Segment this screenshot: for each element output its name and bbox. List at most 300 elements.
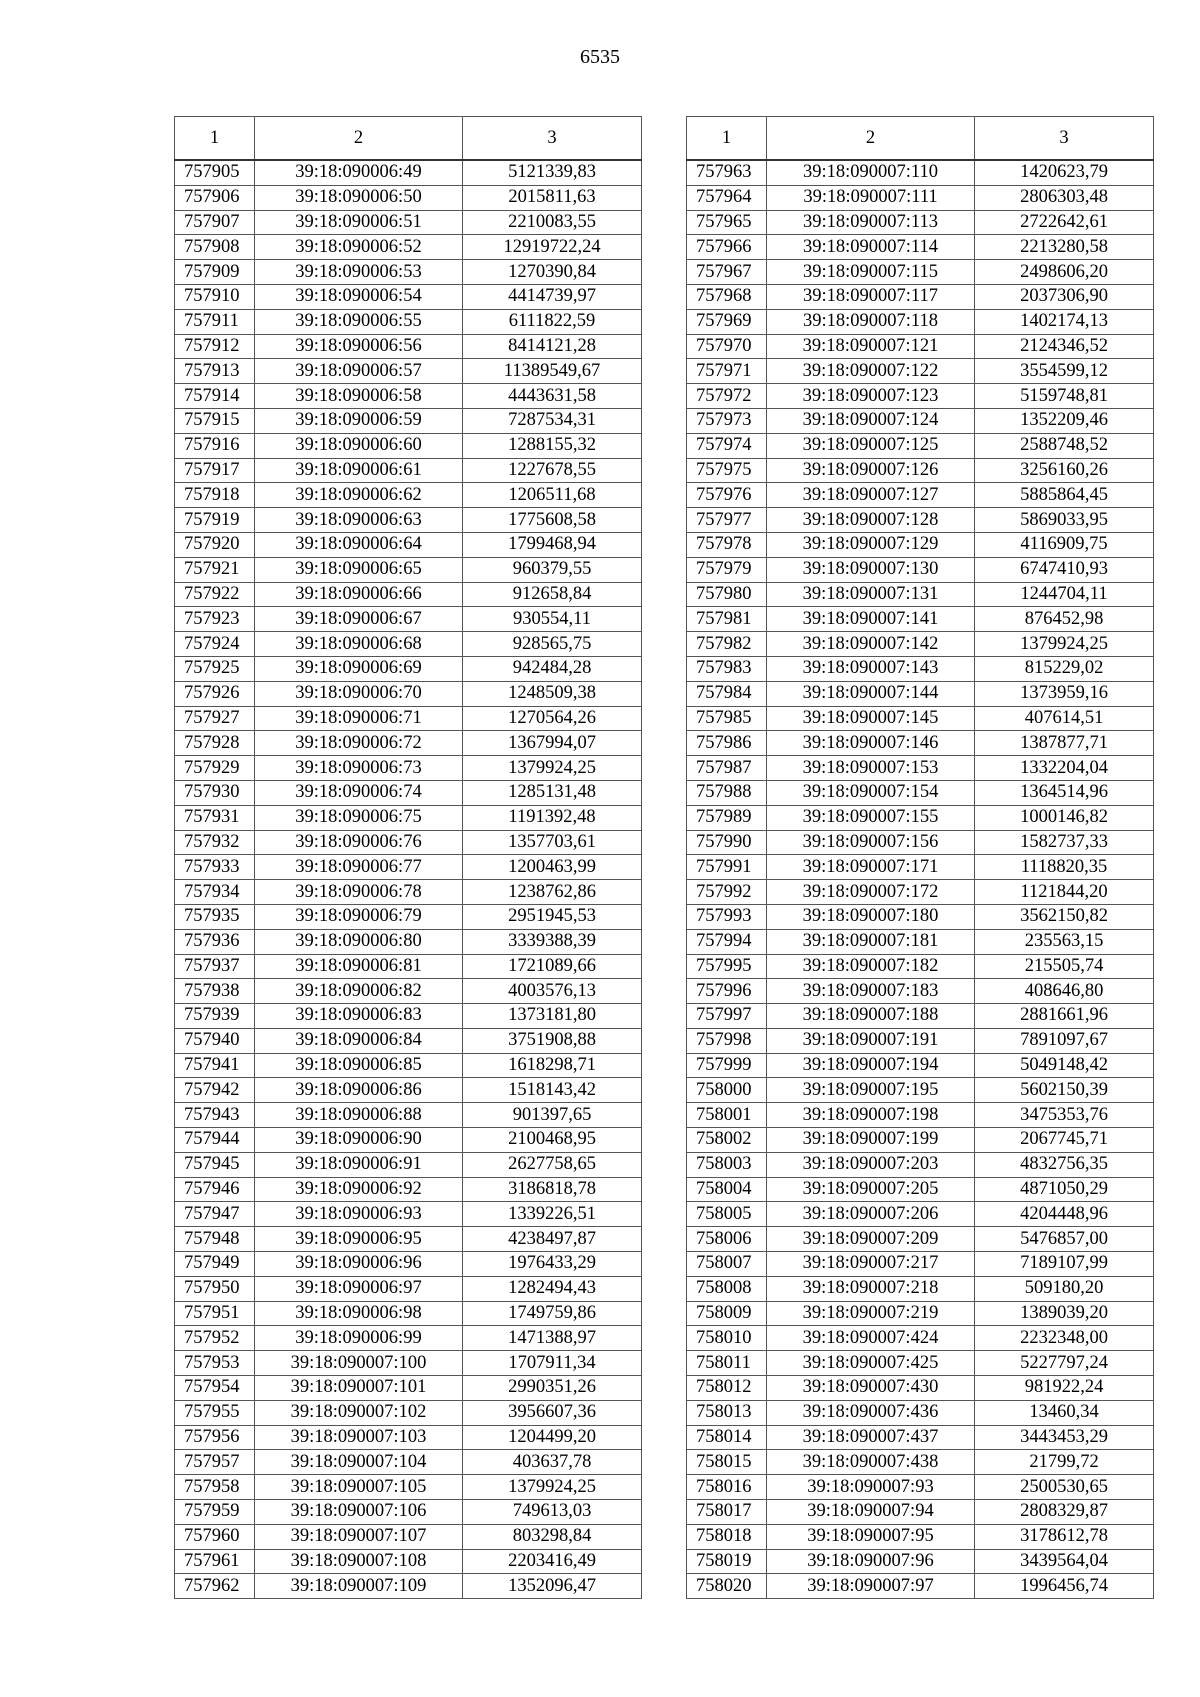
cadastral-number-cell: 39:18:090007:206 xyxy=(767,1202,975,1227)
value-cell: 4414739,97 xyxy=(463,284,642,309)
column-header: 1 xyxy=(687,117,767,161)
row-number-cell: 758006 xyxy=(687,1227,767,1252)
table-row xyxy=(687,1450,1154,1475)
row-number-cell: 757926 xyxy=(175,681,255,706)
cadastral-number-cell: 39:18:090007:111 xyxy=(767,185,975,210)
page-number: 6535 xyxy=(580,46,620,68)
value-cell: 1200463,99 xyxy=(463,855,642,880)
table-row xyxy=(687,1475,1154,1500)
row-number-cell: 757969 xyxy=(687,309,767,334)
table-row xyxy=(175,1202,642,1227)
table-row xyxy=(175,904,642,929)
table-row xyxy=(175,1376,642,1401)
row-number-cell: 757931 xyxy=(175,805,255,830)
cadastral-number-cell: 39:18:090006:55 xyxy=(255,309,463,334)
table-row xyxy=(175,185,642,210)
cadastral-number-cell: 39:18:090006:80 xyxy=(255,929,463,954)
cadastral-number-cell: 39:18:090007:430 xyxy=(767,1376,975,1401)
cadastral-number-cell: 39:18:090007:117 xyxy=(767,284,975,309)
row-number-cell: 757936 xyxy=(175,929,255,954)
row-number-cell: 757941 xyxy=(175,1053,255,1078)
table-row xyxy=(175,731,642,756)
value-cell: 5159748,81 xyxy=(975,384,1154,409)
value-cell: 2588748,52 xyxy=(975,433,1154,458)
row-number-cell: 757938 xyxy=(175,979,255,1004)
table-row xyxy=(687,334,1154,359)
value-cell: 3178612,78 xyxy=(975,1524,1154,1549)
value-cell: 7891097,67 xyxy=(975,1028,1154,1053)
row-number-cell: 757929 xyxy=(175,756,255,781)
cadastral-number-cell: 39:18:090006:88 xyxy=(255,1103,463,1128)
row-number-cell: 757968 xyxy=(687,284,767,309)
cadastral-number-cell: 39:18:090006:74 xyxy=(255,780,463,805)
table-row xyxy=(687,359,1154,384)
row-number-cell: 758020 xyxy=(687,1574,767,1599)
table-row xyxy=(687,1425,1154,1450)
cadastral-number-cell: 39:18:090007:205 xyxy=(767,1177,975,1202)
value-cell: 2498606,20 xyxy=(975,260,1154,285)
cadastral-number-cell: 39:18:090006:54 xyxy=(255,284,463,309)
value-cell: 5049148,42 xyxy=(975,1053,1154,1078)
cadastral-number-cell: 39:18:090007:424 xyxy=(767,1326,975,1351)
value-cell: 1618298,71 xyxy=(463,1053,642,1078)
table-row xyxy=(687,756,1154,781)
cadastral-number-cell: 39:18:090006:92 xyxy=(255,1177,463,1202)
table-row xyxy=(175,656,642,681)
table-row xyxy=(687,210,1154,235)
table-row xyxy=(687,1400,1154,1425)
table-row xyxy=(175,979,642,1004)
table-row xyxy=(687,1128,1154,1153)
value-cell: 3475353,76 xyxy=(975,1103,1154,1128)
cadastral-number-cell: 39:18:090006:90 xyxy=(255,1128,463,1153)
table-row xyxy=(687,681,1154,706)
row-number-cell: 757942 xyxy=(175,1078,255,1103)
cadastral-number-cell: 39:18:090006:77 xyxy=(255,855,463,880)
row-number-cell: 757951 xyxy=(175,1301,255,1326)
cadastral-number-cell: 39:18:090006:58 xyxy=(255,384,463,409)
value-cell: 3956607,36 xyxy=(463,1400,642,1425)
cadastral-number-cell: 39:18:090006:96 xyxy=(255,1252,463,1277)
table-header-row xyxy=(687,117,1154,161)
value-cell: 2037306,90 xyxy=(975,284,1154,309)
value-cell: 2213280,58 xyxy=(975,235,1154,260)
table-row xyxy=(687,408,1154,433)
cadastral-number-cell: 39:18:090007:180 xyxy=(767,904,975,929)
row-number-cell: 757974 xyxy=(687,433,767,458)
cadastral-number-cell: 39:18:090007:195 xyxy=(767,1078,975,1103)
row-number-cell: 757911 xyxy=(175,309,255,334)
row-number-cell: 758009 xyxy=(687,1301,767,1326)
table-row xyxy=(175,557,642,582)
value-cell: 1518143,42 xyxy=(463,1078,642,1103)
row-number-cell: 757959 xyxy=(175,1500,255,1525)
value-cell: 2808329,87 xyxy=(975,1500,1154,1525)
row-number-cell: 757907 xyxy=(175,210,255,235)
cadastral-number-cell: 39:18:090007:127 xyxy=(767,483,975,508)
value-cell: 3186818,78 xyxy=(463,1177,642,1202)
cadastral-number-cell: 39:18:090007:182 xyxy=(767,954,975,979)
row-number-cell: 757918 xyxy=(175,483,255,508)
value-cell: 1976433,29 xyxy=(463,1252,642,1277)
table-row xyxy=(687,607,1154,632)
table-row xyxy=(687,458,1154,483)
row-number-cell: 757922 xyxy=(175,582,255,607)
row-number-cell: 758015 xyxy=(687,1450,767,1475)
value-cell: 1244704,11 xyxy=(975,582,1154,607)
value-cell: 7189107,99 xyxy=(975,1252,1154,1277)
value-cell: 4443631,58 xyxy=(463,384,642,409)
row-number-cell: 757995 xyxy=(687,954,767,979)
table-row xyxy=(175,1400,642,1425)
cadastral-number-cell: 39:18:090006:69 xyxy=(255,656,463,681)
cadastral-number-cell: 39:18:090006:63 xyxy=(255,508,463,533)
cadastral-number-cell: 39:18:090006:60 xyxy=(255,433,463,458)
table-row xyxy=(687,1301,1154,1326)
row-number-cell: 757925 xyxy=(175,656,255,681)
cadastral-number-cell: 39:18:090007:143 xyxy=(767,656,975,681)
row-number-cell: 757988 xyxy=(687,780,767,805)
table-row xyxy=(687,855,1154,880)
table-row xyxy=(175,1574,642,1599)
value-cell: 1379924,25 xyxy=(975,632,1154,657)
row-number-cell: 757991 xyxy=(687,855,767,880)
table-row xyxy=(175,1177,642,1202)
table-row xyxy=(687,1177,1154,1202)
cadastral-number-cell: 39:18:090006:64 xyxy=(255,532,463,557)
table-row xyxy=(687,1078,1154,1103)
value-cell: 2951945,53 xyxy=(463,904,642,929)
cadastral-number-cell: 39:18:090006:62 xyxy=(255,483,463,508)
value-cell: 2124346,52 xyxy=(975,334,1154,359)
row-number-cell: 758000 xyxy=(687,1078,767,1103)
row-number-cell: 758014 xyxy=(687,1425,767,1450)
column-header: 1 xyxy=(175,117,255,161)
table-row xyxy=(175,1326,642,1351)
value-cell: 1332204,04 xyxy=(975,756,1154,781)
table-row xyxy=(687,780,1154,805)
row-number-cell: 757906 xyxy=(175,185,255,210)
value-cell: 803298,84 xyxy=(463,1524,642,1549)
row-number-cell: 757939 xyxy=(175,1004,255,1029)
cadastral-number-cell: 39:18:090006:97 xyxy=(255,1276,463,1301)
table-row xyxy=(687,1500,1154,1525)
row-number-cell: 757946 xyxy=(175,1177,255,1202)
table-row xyxy=(687,731,1154,756)
value-cell: 3256160,26 xyxy=(975,458,1154,483)
value-cell: 1227678,55 xyxy=(463,458,642,483)
cadastral-number-cell: 39:18:090006:56 xyxy=(255,334,463,359)
value-cell: 1357703,61 xyxy=(463,830,642,855)
cadastral-number-cell: 39:18:090006:81 xyxy=(255,954,463,979)
cadastral-number-cell: 39:18:090006:57 xyxy=(255,359,463,384)
table-row xyxy=(175,681,642,706)
value-cell: 21799,72 xyxy=(975,1450,1154,1475)
value-cell: 2100468,95 xyxy=(463,1128,642,1153)
table-row xyxy=(687,706,1154,731)
row-number-cell: 757908 xyxy=(175,235,255,260)
row-number-cell: 758010 xyxy=(687,1326,767,1351)
cadastral-number-cell: 39:18:090007:102 xyxy=(255,1400,463,1425)
value-cell: 5227797,24 xyxy=(975,1351,1154,1376)
table-row xyxy=(175,260,642,285)
table-row xyxy=(175,384,642,409)
table-row xyxy=(175,1276,642,1301)
table-row xyxy=(687,880,1154,905)
cadastral-number-cell: 39:18:090007:114 xyxy=(767,235,975,260)
value-cell: 815229,02 xyxy=(975,656,1154,681)
row-number-cell: 757927 xyxy=(175,706,255,731)
table-row xyxy=(175,780,642,805)
row-number-cell: 757962 xyxy=(175,1574,255,1599)
cadastral-number-cell: 39:18:090007:118 xyxy=(767,309,975,334)
cadastral-number-cell: 39:18:090007:144 xyxy=(767,681,975,706)
table-row xyxy=(175,1028,642,1053)
value-cell: 13460,34 xyxy=(975,1400,1154,1425)
row-number-cell: 758018 xyxy=(687,1524,767,1549)
row-number-cell: 757992 xyxy=(687,880,767,905)
row-number-cell: 757987 xyxy=(687,756,767,781)
row-number-cell: 757915 xyxy=(175,408,255,433)
row-number-cell: 757970 xyxy=(687,334,767,359)
row-number-cell: 757972 xyxy=(687,384,767,409)
row-number-cell: 757963 xyxy=(687,160,767,185)
value-cell: 1270390,84 xyxy=(463,260,642,285)
row-number-cell: 758012 xyxy=(687,1376,767,1401)
value-cell: 6747410,93 xyxy=(975,557,1154,582)
value-cell: 1204499,20 xyxy=(463,1425,642,1450)
value-cell: 2806303,48 xyxy=(975,185,1154,210)
value-cell: 11389549,67 xyxy=(463,359,642,384)
cadastral-number-cell: 39:18:090007:95 xyxy=(767,1524,975,1549)
row-number-cell: 757964 xyxy=(687,185,767,210)
value-cell: 1288155,32 xyxy=(463,433,642,458)
value-cell: 1379924,25 xyxy=(463,756,642,781)
row-number-cell: 757921 xyxy=(175,557,255,582)
table-row xyxy=(175,756,642,781)
table-row xyxy=(175,1152,642,1177)
table-row xyxy=(175,855,642,880)
value-cell: 1191392,48 xyxy=(463,805,642,830)
row-number-cell: 757912 xyxy=(175,334,255,359)
row-number-cell: 757916 xyxy=(175,433,255,458)
row-number-cell: 758004 xyxy=(687,1177,767,1202)
table-row xyxy=(687,433,1154,458)
row-number-cell: 757990 xyxy=(687,830,767,855)
value-cell: 1118820,35 xyxy=(975,855,1154,880)
table-row xyxy=(687,1574,1154,1599)
table-row xyxy=(687,1053,1154,1078)
row-number-cell: 757948 xyxy=(175,1227,255,1252)
cadastral-number-cell: 39:18:090006:67 xyxy=(255,607,463,632)
value-cell: 1379924,25 xyxy=(463,1475,642,1500)
value-cell: 5121339,83 xyxy=(463,160,642,185)
cadastral-number-cell: 39:18:090006:61 xyxy=(255,458,463,483)
value-cell: 1238762,86 xyxy=(463,880,642,905)
value-cell: 1000146,82 xyxy=(975,805,1154,830)
table-row xyxy=(687,532,1154,557)
value-cell: 1749759,86 xyxy=(463,1301,642,1326)
value-cell: 1352096,47 xyxy=(463,1574,642,1599)
row-number-cell: 757997 xyxy=(687,1004,767,1029)
row-number-cell: 757953 xyxy=(175,1351,255,1376)
cadastral-number-cell: 39:18:090007:438 xyxy=(767,1450,975,1475)
cadastral-number-cell: 39:18:090007:123 xyxy=(767,384,975,409)
value-cell: 2015811,63 xyxy=(463,185,642,210)
table-row xyxy=(687,656,1154,681)
table-row xyxy=(687,483,1154,508)
table-row xyxy=(687,979,1154,1004)
row-number-cell: 757979 xyxy=(687,557,767,582)
cadastral-number-cell: 39:18:090007:154 xyxy=(767,780,975,805)
value-cell: 2990351,26 xyxy=(463,1376,642,1401)
cadastral-number-cell: 39:18:090007:217 xyxy=(767,1252,975,1277)
table-row xyxy=(687,508,1154,533)
value-cell: 1389039,20 xyxy=(975,1301,1154,1326)
value-cell: 1270564,26 xyxy=(463,706,642,731)
table-row xyxy=(687,929,1154,954)
cadastral-number-cell: 39:18:090006:83 xyxy=(255,1004,463,1029)
row-number-cell: 757955 xyxy=(175,1400,255,1425)
column-header: 3 xyxy=(975,117,1154,161)
row-number-cell: 758016 xyxy=(687,1475,767,1500)
cadastral-number-cell: 39:18:090007:156 xyxy=(767,830,975,855)
value-cell: 1582737,33 xyxy=(975,830,1154,855)
value-cell: 5602150,39 xyxy=(975,1078,1154,1103)
cadastral-number-cell: 39:18:090007:198 xyxy=(767,1103,975,1128)
table-row xyxy=(175,210,642,235)
table-row xyxy=(175,954,642,979)
row-number-cell: 757909 xyxy=(175,260,255,285)
value-cell: 3562150,82 xyxy=(975,904,1154,929)
cadastral-number-cell: 39:18:090007:103 xyxy=(255,1425,463,1450)
row-number-cell: 757937 xyxy=(175,954,255,979)
value-cell: 928565,75 xyxy=(463,632,642,657)
value-cell: 8414121,28 xyxy=(463,334,642,359)
row-number-cell: 757983 xyxy=(687,656,767,681)
table-row xyxy=(175,1252,642,1277)
value-cell: 2500530,65 xyxy=(975,1475,1154,1500)
column-header: 2 xyxy=(767,117,975,161)
row-number-cell: 757957 xyxy=(175,1450,255,1475)
row-number-cell: 757950 xyxy=(175,1276,255,1301)
row-number-cell: 758011 xyxy=(687,1351,767,1376)
value-cell: 960379,55 xyxy=(463,557,642,582)
row-number-cell: 757952 xyxy=(175,1326,255,1351)
table-row xyxy=(687,1252,1154,1277)
cadastral-number-cell: 39:18:090006:86 xyxy=(255,1078,463,1103)
value-cell: 1373959,16 xyxy=(975,681,1154,706)
cadastral-number-cell: 39:18:090006:76 xyxy=(255,830,463,855)
cadastral-number-cell: 39:18:090007:108 xyxy=(255,1549,463,1574)
row-number-cell: 757994 xyxy=(687,929,767,954)
value-cell: 2067745,71 xyxy=(975,1128,1154,1153)
table-row xyxy=(687,1103,1154,1128)
row-number-cell: 758017 xyxy=(687,1500,767,1525)
value-cell: 1402174,13 xyxy=(975,309,1154,334)
value-cell: 3443453,29 xyxy=(975,1425,1154,1450)
row-number-cell: 758007 xyxy=(687,1252,767,1277)
cadastral-number-cell: 39:18:090007:172 xyxy=(767,880,975,905)
cadastral-number-cell: 39:18:090007:125 xyxy=(767,433,975,458)
row-number-cell: 757917 xyxy=(175,458,255,483)
cadastral-number-cell: 39:18:090007:97 xyxy=(767,1574,975,1599)
value-cell: 1471388,97 xyxy=(463,1326,642,1351)
cadastral-number-cell: 39:18:090007:188 xyxy=(767,1004,975,1029)
table-row xyxy=(175,1301,642,1326)
table-row xyxy=(687,1202,1154,1227)
row-number-cell: 757920 xyxy=(175,532,255,557)
row-number-cell: 757919 xyxy=(175,508,255,533)
cadastral-number-cell: 39:18:090007:110 xyxy=(767,160,975,185)
column-header: 2 xyxy=(255,117,463,161)
table-row xyxy=(687,1524,1154,1549)
value-cell: 3439564,04 xyxy=(975,1549,1154,1574)
row-number-cell: 757961 xyxy=(175,1549,255,1574)
cadastral-number-cell: 39:18:090006:66 xyxy=(255,582,463,607)
value-cell: 215505,74 xyxy=(975,954,1154,979)
row-number-cell: 757943 xyxy=(175,1103,255,1128)
value-cell: 3554599,12 xyxy=(975,359,1154,384)
cadastral-number-cell: 39:18:090007:93 xyxy=(767,1475,975,1500)
cadastral-number-cell: 39:18:090007:101 xyxy=(255,1376,463,1401)
cadastral-number-cell: 39:18:090007:107 xyxy=(255,1524,463,1549)
value-cell: 7287534,31 xyxy=(463,408,642,433)
cadastral-number-cell: 39:18:090007:199 xyxy=(767,1128,975,1153)
row-number-cell: 757984 xyxy=(687,681,767,706)
row-number-cell: 757932 xyxy=(175,830,255,855)
cadastral-number-cell: 39:18:090006:91 xyxy=(255,1152,463,1177)
row-number-cell: 757923 xyxy=(175,607,255,632)
table-row xyxy=(687,260,1154,285)
row-number-cell: 757935 xyxy=(175,904,255,929)
table-row xyxy=(687,1028,1154,1053)
table-row xyxy=(175,1078,642,1103)
table-row xyxy=(175,929,642,954)
value-cell: 1206511,68 xyxy=(463,483,642,508)
cadastral-number-cell: 39:18:090006:95 xyxy=(255,1227,463,1252)
table-row xyxy=(175,433,642,458)
value-cell: 509180,20 xyxy=(975,1276,1154,1301)
row-number-cell: 757999 xyxy=(687,1053,767,1078)
table-row xyxy=(175,1227,642,1252)
table-row xyxy=(175,1053,642,1078)
table-row xyxy=(175,235,642,260)
row-number-cell: 758005 xyxy=(687,1202,767,1227)
value-cell: 12919722,24 xyxy=(463,235,642,260)
row-number-cell: 757971 xyxy=(687,359,767,384)
value-cell: 6111822,59 xyxy=(463,309,642,334)
value-cell: 2881661,96 xyxy=(975,1004,1154,1029)
value-cell: 930554,11 xyxy=(463,607,642,632)
table-row xyxy=(175,706,642,731)
cadastral-number-cell: 39:18:090007:106 xyxy=(255,1500,463,1525)
cadastral-number-cell: 39:18:090007:219 xyxy=(767,1301,975,1326)
table-row xyxy=(687,582,1154,607)
column-header: 3 xyxy=(463,117,642,161)
row-number-cell: 758003 xyxy=(687,1152,767,1177)
cadastral-number-cell: 39:18:090007:194 xyxy=(767,1053,975,1078)
row-number-cell: 757975 xyxy=(687,458,767,483)
table-row xyxy=(687,284,1154,309)
row-number-cell: 757989 xyxy=(687,805,767,830)
table-row xyxy=(687,557,1154,582)
value-cell: 1352209,46 xyxy=(975,408,1154,433)
value-cell: 5869033,95 xyxy=(975,508,1154,533)
value-cell: 403637,78 xyxy=(463,1450,642,1475)
table-row xyxy=(175,607,642,632)
cadastral-number-cell: 39:18:090007:113 xyxy=(767,210,975,235)
